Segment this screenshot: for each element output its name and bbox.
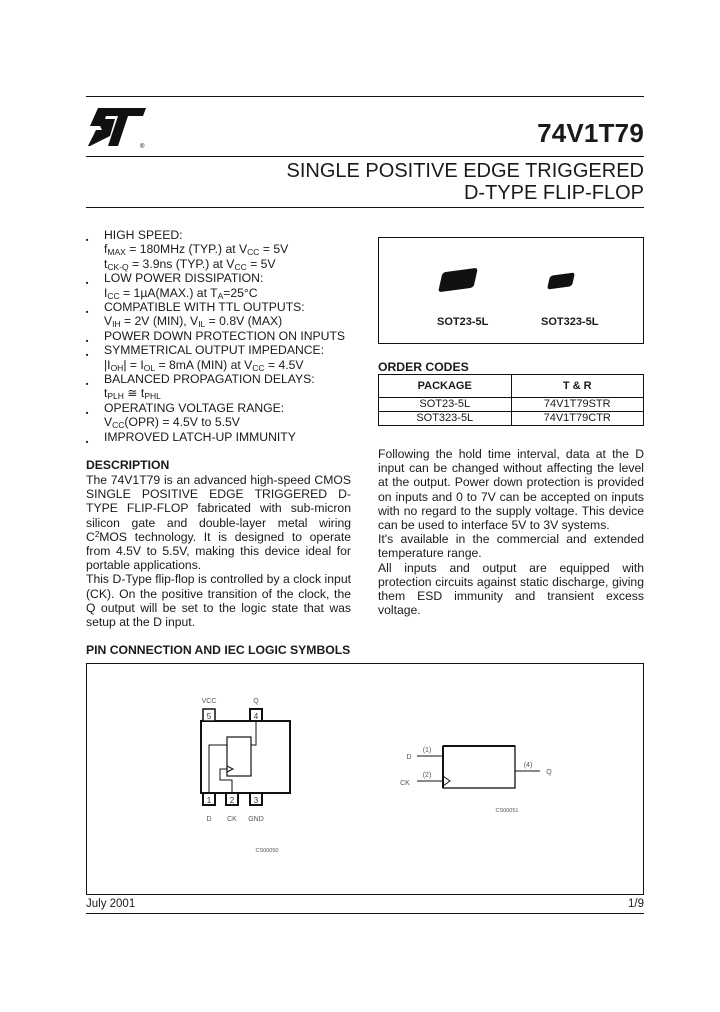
description-text: [86, 473, 351, 629]
iec-q-pin: (4): [523, 762, 533, 769]
package-images-box: [378, 237, 644, 344]
feature-item: [86, 372, 376, 401]
iec-d-label: D: [406, 754, 412, 761]
feature-item: [86, 401, 376, 430]
iec-ck-pin: (2): [422, 772, 432, 779]
bullet-icon: ■: [86, 438, 89, 444]
table-cell: SOT323-5L: [379, 412, 512, 426]
table-row: [379, 412, 644, 426]
right-paragraph-2: It's available in the commercial and extended temperature range.: [378, 532, 644, 561]
feature-item: [86, 271, 376, 300]
package-label-sot323: SOT323-5L: [541, 316, 599, 328]
feature-heading: POWER DOWN PROTECTION ON INPUTS: [104, 328, 346, 343]
feature-item: [86, 430, 376, 444]
right-paragraph-3: All inputs and output are equipped with protection circuits against static discharge, giving them ESD immunity and transient excess voltage.: [378, 560, 644, 618]
table-cell: 74V1T79CTR: [511, 412, 644, 426]
iec-diagram-code: CS00051: [495, 808, 519, 814]
pin-q-label: Q: [253, 698, 259, 705]
pin-ck-label: CK: [227, 816, 237, 823]
svg-text:®: ®: [140, 144, 145, 150]
bullet-icon: ■: [86, 337, 89, 343]
sot323-package-image: [547, 272, 575, 289]
bullet-icon: ■: [86, 409, 89, 415]
feature-detail: $|I_{OH}| = I_{OL} = 8mA$ (MIN) at $V_{CC} = 4.5V$: [104, 357, 304, 373]
feature-item: [86, 300, 376, 329]
features-list: [86, 228, 376, 444]
title-line-2: D-TYPE FLIP-FLOP: [463, 182, 644, 204]
column-header-tr: T & R: [511, 375, 644, 398]
table-row: [379, 398, 644, 412]
pin-5-number: 5: [206, 712, 212, 721]
st-logo-icon: [88, 106, 148, 150]
bullet-icon: ■: [86, 237, 89, 242]
order-codes-heading: ORDER CODES: [378, 360, 469, 374]
pin-vcc-label: VCC: [201, 698, 217, 705]
table-cell: 74V1T79STR: [511, 398, 644, 412]
feature-detail: $V_{CC}(OPR) = 4.5V$ to 5.5V: [104, 415, 240, 431]
logo-rule: [86, 156, 644, 157]
title-rule: [86, 207, 644, 208]
title-line-1: SINGLE POSITIVE EDGE TRIGGERED: [286, 160, 644, 182]
pin-2-number: 2: [229, 796, 235, 805]
feature-detail: $t_{CK-Q} = 3.9ns$ (TYP.) at $V_{CC} = 5V$: [104, 256, 276, 272]
bullet-icon: ■: [86, 381, 89, 387]
description-paragraph-2: This D-Type flip-flop is controlled by a clock input (CK). On the positive transition of the clock, the Q output will be set to the logic state that was setup at the D input.: [86, 572, 351, 630]
table-cell: SOT23-5L: [379, 398, 512, 412]
feature-item: [86, 329, 376, 343]
iec-q-label: Q: [546, 769, 552, 776]
feature-item: [86, 343, 376, 372]
description-heading: DESCRIPTION: [86, 458, 170, 472]
iec-ck-label: CK: [400, 780, 410, 787]
footer-page-number: 1/9: [628, 898, 644, 910]
package-label-sot23: SOT23-5L: [437, 316, 489, 328]
feature-detail: $t_{PLH}$ ≅ $t_{PHL}$: [104, 386, 161, 402]
feature-heading: SYMMETRICAL OUTPUT IMPEDANCE:: [104, 343, 325, 358]
feature-heading: BALANCED PROPAGATION DELAYS:: [104, 372, 315, 387]
bullet-icon: ■: [86, 352, 89, 358]
feature-detail: $f_{MAX} = 180MHz$ (TYP.) at $V_{CC} = 5V$: [104, 242, 289, 258]
feature-heading: HIGH SPEED:: [104, 228, 183, 242]
feature-heading: COMPATIBLE WITH TTL OUTPUTS:: [104, 300, 305, 315]
table-header-row: [379, 375, 644, 398]
pin-gnd-label: GND: [248, 816, 264, 823]
order-codes-table: [378, 374, 644, 426]
sot23-package-image: [438, 268, 478, 293]
pin-connection-diagram: [87, 664, 643, 894]
pin-d-label: D: [206, 816, 212, 823]
right-paragraph-1: Following the hold time interval, data at the D input can be changed without affecting the level at the output. Power down protection is provided on inputs and 0 to 7V can be accepted on inputs with no regard to the supply voltage. This device can be used to interface 5V to 3V systems.: [378, 447, 644, 533]
footer-rule: [86, 913, 644, 914]
document-title: [287, 160, 645, 204]
footer-date: July 2001: [86, 898, 136, 910]
bullet-icon: ■: [86, 309, 89, 315]
right-description-text: [378, 447, 644, 617]
feature-detail: $V_{IH} = 2V$ (MIN), $V_{IL} = 0.8V$ (MAX): [104, 314, 283, 330]
part-number: 74V1T79: [537, 118, 644, 148]
pin-1-number: 1: [206, 796, 212, 805]
feature-detail: $I_{CC} = 1\mu A(MAX.)$ at $T_A=25^\circ C$: [104, 285, 258, 301]
feature-item: [86, 228, 376, 271]
feature-heading: OPERATING VOLTAGE RANGE:: [104, 400, 285, 415]
feature-heading: LOW POWER DISSIPATION:: [104, 271, 264, 286]
iec-d-pin: (1): [422, 747, 432, 754]
column-header-package: PACKAGE: [379, 375, 512, 398]
description-paragraph-1: The 74V1T79 is an advanced high-speed CMOS SINGLE POSITIVE EDGE TRIGGERED D-TYPE FLIP-FLOP fabricated with sub-micron silicon gate and double-layer metal wiring $C^2MOS$ technology. It is designed to operate from 4.5V to 5.5V, making this device ideal for portable applications.: [86, 473, 351, 573]
pin-4-number: 4: [253, 712, 259, 721]
feature-heading: IMPROVED LATCH-UP IMMUNITY: [104, 429, 296, 444]
pin-connection-heading: PIN CONNECTION AND IEC LOGIC SYMBOLS: [86, 643, 351, 657]
top-rule: [86, 96, 644, 97]
bullet-icon: ■: [86, 280, 89, 286]
pin-diagram-code: CS00050: [255, 848, 279, 854]
pin-3-number: 3: [253, 796, 259, 805]
pin-diagram-box: [86, 663, 644, 895]
